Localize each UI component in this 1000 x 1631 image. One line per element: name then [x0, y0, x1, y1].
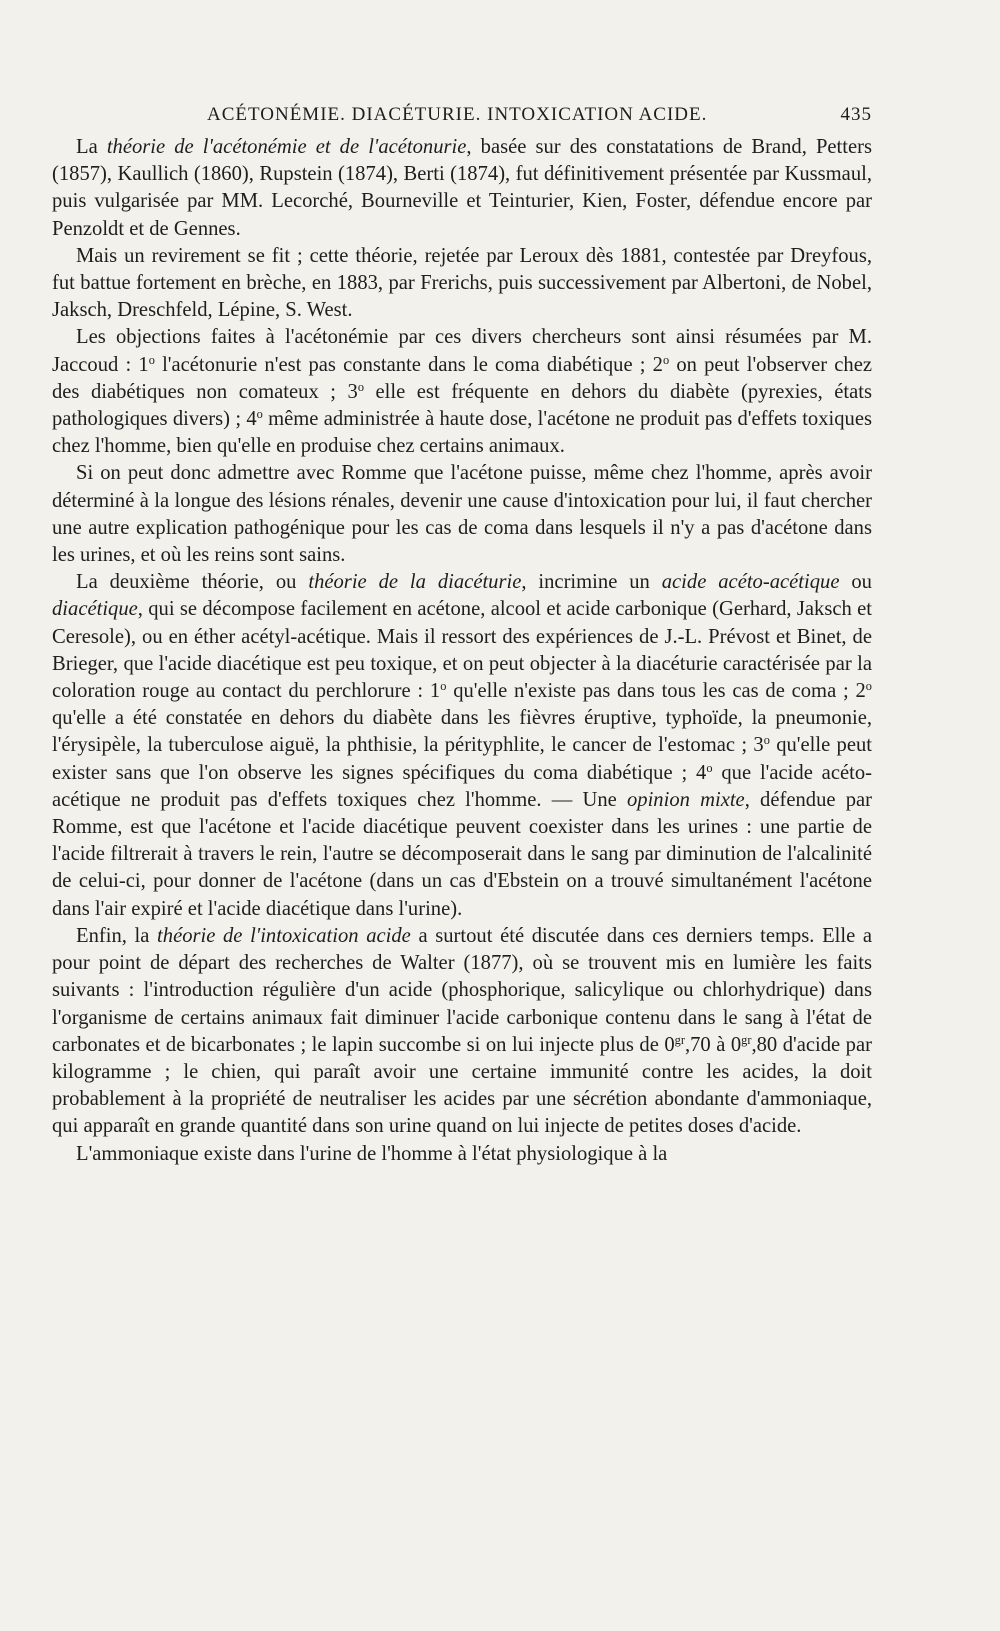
superscript: o: [865, 679, 872, 694]
running-title: ACÉTONÉMIE. DIACÉTURIE. INTOXICATION ACIDE.: [207, 104, 708, 125]
paragraph: [52, 569, 872, 923]
superscript: o: [706, 760, 713, 775]
text-run: , défendue par Romme, est que l'acétone et l'acide diacétique peuvent coexister dans les urines : une partie de l'acide filtrerait à travers le rein, l'autre se décomposerait dans le sang par diminution de l'alcalinité de celui-ci, pour donner de l'acétone (dans un cas d'Ebstein on a trouvé simultanément l'acétone dans l'air expiré et l'acide diacétique dans l'urine).: [52, 788, 872, 920]
running-header: [52, 104, 872, 126]
body-text: [52, 134, 872, 1168]
italic-text: acide acéto-acétique: [661, 571, 840, 594]
superscript: o: [440, 679, 447, 694]
text-run: Si on peut donc admettre avec Romme que l'acétone puisse, même chez l'homme, après avoir déterminé à la longue des lésions rénales, devenir une cause d'intoxication pour lui, il faut chercher une autre explication pathogénique pour les cas de coma dans lesquels il n'y a pas d'acétone dans les urines, et où les reins sont sains.: [52, 462, 872, 567]
paragraph: [52, 1141, 872, 1168]
text-run: , basée sur des constatations de Brand, Petters (1857), Kaullich (1860), Rupstein (1874), Berti (1874), fut définitivement présentée par Kussmaul, puis vulgarisée par MM. Lecorché, Bourneville et Teinturier, Kien, Foster, défendue encore par Penzoldt et de Gennes.: [52, 136, 872, 240]
text-run: l'acétonurie n'est pas constante dans le coma diabétique ; 2: [154, 353, 663, 376]
superscript: gr: [674, 1032, 685, 1047]
italic-text: théorie de la diacéturie: [308, 571, 522, 594]
superscript: o: [148, 352, 155, 367]
text-run: L'ammoniaque existe dans l'urine de l'homme à l'état physiologique à la: [76, 1142, 668, 1165]
text-run: qu'elle n'existe pas dans tous les cas de coma ; 2: [446, 680, 866, 703]
paragraph: [52, 134, 872, 243]
text-run: on peut l'observer chez des diabétiques non comateux ; 3: [52, 353, 872, 403]
superscript: o: [256, 407, 263, 422]
text-run: qu'elle a été constatée en dehors du diabète dans les fièvres éruptive, typhoïde, la pneumonie, l'érysipèle, la tuberculose aiguë, la phthisie, la pérityphlite, le cancer de l'estomac ; 3: [52, 707, 872, 757]
italic-text: diacétique: [52, 598, 138, 621]
text-run: elle est fréquente en dehors du diabète (pyrexies, états pathologiques divers) ; 4: [52, 380, 872, 431]
text-run: ,70 à 0: [684, 1033, 742, 1056]
text-run: ,80 d'acide par kilogramme ; le chien, qui paraît avoir une certaine immunité contre les acides, la doit probablement à la propriété de neutraliser les acides par une sécrétion abondante d'ammoniaque, qui apparaît en grande quantité dans son urine quand on lui injecte de petites doses d'acide.: [52, 1033, 872, 1138]
text-run: , qui se décompose facilement en acétone, alcool et acide carbonique (Gerhard, Jaksch et Ceresole), ou en éther acétyl-acétique. Mais il ressort des expériences de J.-L. Prévost et Binet, de Brieger, que l'acide diacétique est peu toxique, et on peut objecter à la diacéturie caractérisée par la coloration rouge au contact du perchlorure : 1: [52, 598, 872, 703]
italic-text: théorie de l'intoxication acide: [157, 924, 411, 947]
superscript: gr: [741, 1032, 752, 1047]
text-run: Mais un revirement se fit ; cette théorie, rejetée par Leroux dès 1881, contestée par Dreyfous, fut battue fortement en brèche, en 1883, par Frerichs, puis successivement par Albertoni, de Nobel, Jaksch, Dreschfeld, Lépine, S. West.: [52, 244, 872, 322]
superscript: o: [662, 352, 670, 367]
paragraph: [52, 460, 872, 569]
superscript: o: [763, 733, 770, 748]
text-run: même administrée à haute dose, l'acétone ne produit pas d'effets toxiques chez l'homme, bien qu'elle en produise chez certains animaux.: [52, 408, 872, 458]
page-number: 435: [840, 104, 872, 125]
text-run: La: [76, 136, 107, 158]
paragraph: [52, 324, 872, 460]
text-run: Les objections faites à l'acétonémie par ces divers chercheurs sont ainsi résumées par M. Jaccoud : 1: [52, 326, 872, 376]
text-run: La deuxième théorie, ou: [76, 571, 309, 594]
text-run: que l'acide acéto-acétique ne produit pas d'effets toxiques chez l'homme. — Une: [52, 761, 872, 811]
text-run: a surtout été discutée dans ces derniers temps. Elle a pour point de départ des recherches de Walter (1877), où se trouvent mis en lumière les faits suivants : l'introduction régulière d'un acide (phosphorique, salicylique ou chlorhydrique) dans l'organisme de certains animaux fait diminuer l'acide carbonique contenu dans le sang à l'état de carbonates et de bicarbonates ; le lapin succombe si on lui injecte plus de 0: [52, 924, 873, 1056]
text-run: qu'elle peut exister sans que l'on observe les signes spécifiques du coma diabétique ; 4: [52, 734, 872, 784]
text-run: ou: [839, 571, 872, 594]
paragraph: [52, 923, 872, 1141]
italic-text: théorie de l'acétonémie et de l'acétonurie: [106, 136, 467, 158]
italic-text: opinion mixte: [626, 788, 745, 811]
text-run: Enfin, la: [76, 924, 158, 947]
paragraph: [52, 243, 872, 325]
text-run: , incrimine un: [521, 571, 662, 594]
superscript: o: [357, 380, 365, 395]
